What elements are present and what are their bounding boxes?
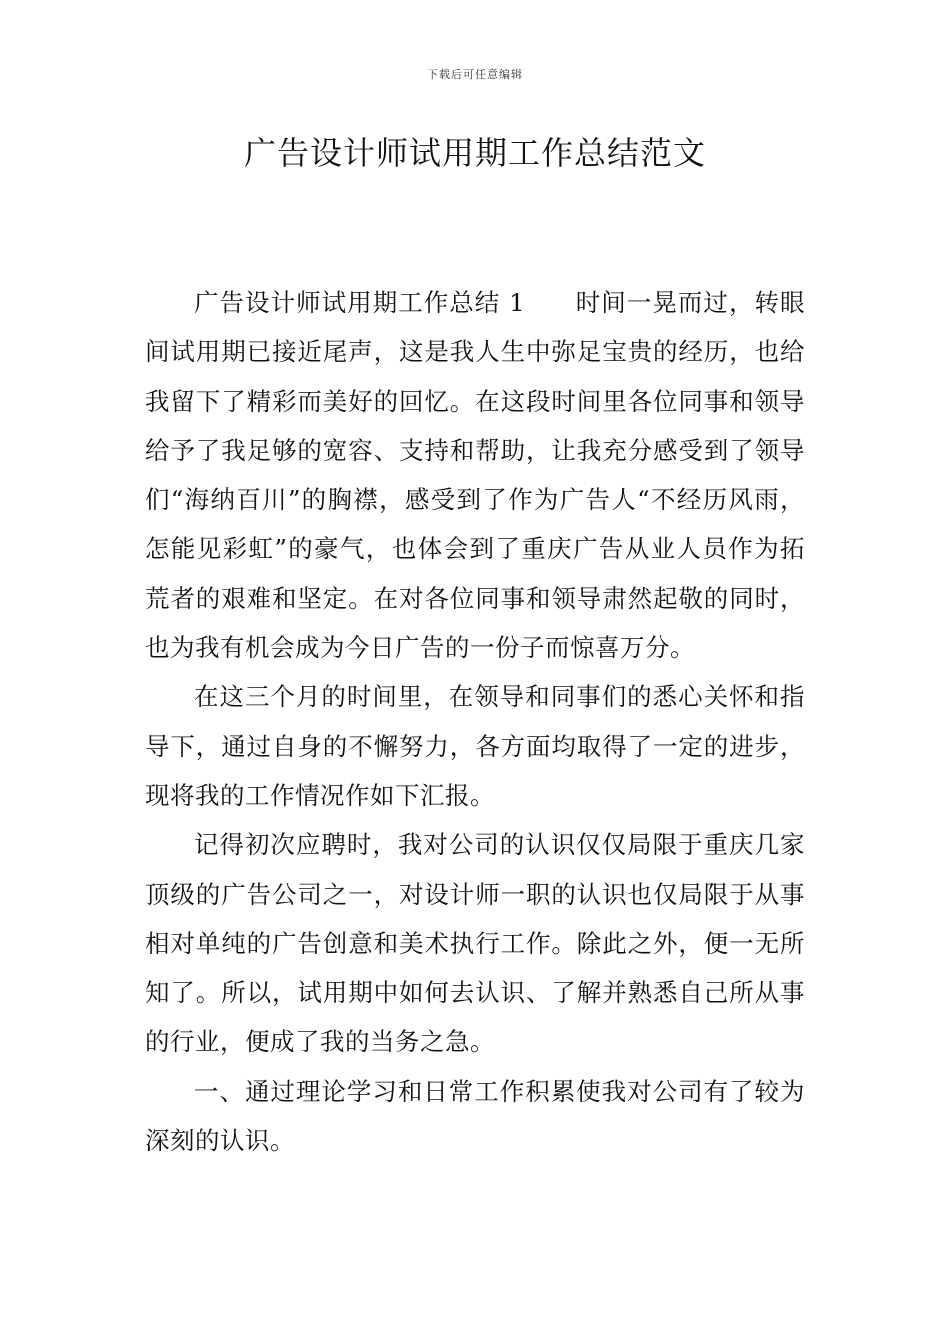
paragraph-1: [145, 278, 805, 672]
section-label: 广告设计师试用期工作总结 1: [194, 288, 526, 317]
paragraph-2: 在这三个月的时间里，在领导和同事们的悉心关怀和指导下，通过自身的不懈努力，各方面均取得了一定的进步，现将我的工作情况作如下汇报。: [145, 682, 805, 810]
paragraph-3: 记得初次应聘时，我对公司的认识仅仅局限于重庆几家顶级的广告公司之一，对设计师一职的认识也仅局限于从事相对单纯的广告创意和美术执行工作。除此之外，便一无所知了。所以，试用期中如何去认识、了解并熟悉自己所从事的行业，便成了我的当务之急。: [145, 830, 805, 1057]
header-note: 下载后可任意编辑: [427, 68, 523, 81]
paragraph-1-text: 时间一晃而过，转眼间试用期已接近尾声，这是我人生中弥足宝贵的经历，也给我留下了精彩而美好的回忆。在这段时间里各位同事和领导给予了我足够的宽容、支持和帮助，让我充分感受到了领导们“海纳百川”的胸襟，感受到了作为广告人“不经历风雨，怎能见彩虹”的豪气，也体会到了重庆广告从业人员作为拓荒者的艰难和坚定。在对各位同事和领导肃然起敬的同时，也为我有机会成为今日广告的一份子而惊喜万分。: [145, 288, 806, 663]
document-title: 广告设计师试用期工作总结范文: [243, 134, 706, 172]
paragraph-4: 一、通过理论学习和日常工作积累使我对公司有了较为深刻的认识。: [145, 1076, 805, 1156]
document-body: [145, 278, 805, 1165]
